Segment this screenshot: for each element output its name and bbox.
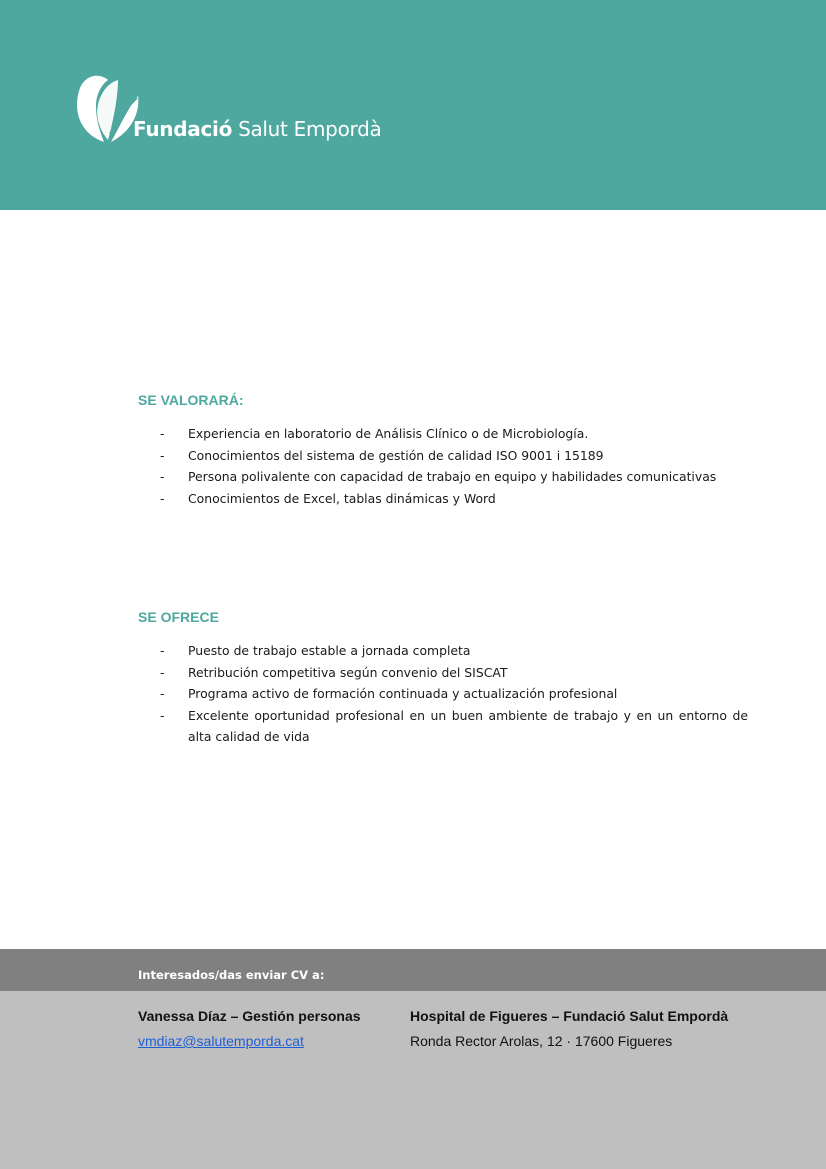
contact-name: Vanessa Díaz – Gestión personas (138, 1008, 361, 1024)
bullet-dash: - (160, 426, 165, 441)
leaf-logo-icon (74, 74, 140, 144)
hospital-address: Ronda Rector Arolas, 12 · 17600 Figueres (410, 1033, 673, 1049)
bullet-dash: - (160, 490, 165, 506)
ofrece-list (160, 640, 748, 748)
footer-panel (0, 991, 826, 1169)
list-item: - Retribución competitiva según convenio del SISCAT (160, 662, 748, 684)
valorara-list (160, 423, 750, 509)
brand-name (133, 117, 381, 141)
brand-name-rest: Salut Empordà (238, 117, 382, 141)
list-item: - Excelente oportunidad profesional en un buen ambiente de trabajo y en un entorno de alta calidad de vida (160, 705, 748, 748)
hospital-name: Hospital de Figueres – Fundació Salut Empordà (410, 1008, 729, 1024)
bullet-dash: - (160, 447, 165, 463)
list-item: - Programa activo de formación continuada y actualización profesional (160, 683, 748, 705)
list-item: - Persona polivalente con capacidad de trabajo en equipo y habilidades comunicativas (160, 466, 750, 488)
list-item: - Conocimientos de Excel, tablas dinámicas y Word (160, 488, 750, 510)
list-item: - Conocimientos del sistema de gestión de calidad ISO 9001 i 15189 (160, 445, 750, 467)
header-banner (0, 0, 826, 210)
section-title-ofrece: SE OFRECE (138, 609, 219, 625)
section-title-valorara: SE VALORARÁ: (138, 392, 244, 408)
bullet-dash: - (160, 469, 165, 484)
bullet-dash: - (160, 643, 165, 658)
contact-email-link[interactable]: vmdiaz@salutemporda.cat (138, 1033, 304, 1049)
list-item: - Experiencia en laboratorio de Análisis Clínico o de Microbiología. (160, 423, 750, 445)
footer-bar (0, 949, 826, 991)
brand-name-bold: Fundació (133, 117, 233, 141)
footer-label: Interesados/das enviar CV a: (138, 968, 325, 982)
list-item: - Puesto de trabajo estable a jornada completa (160, 640, 748, 662)
bullet-dash: - (160, 686, 165, 701)
bullet-dash: - (160, 707, 165, 723)
bullet-dash: - (160, 664, 165, 680)
